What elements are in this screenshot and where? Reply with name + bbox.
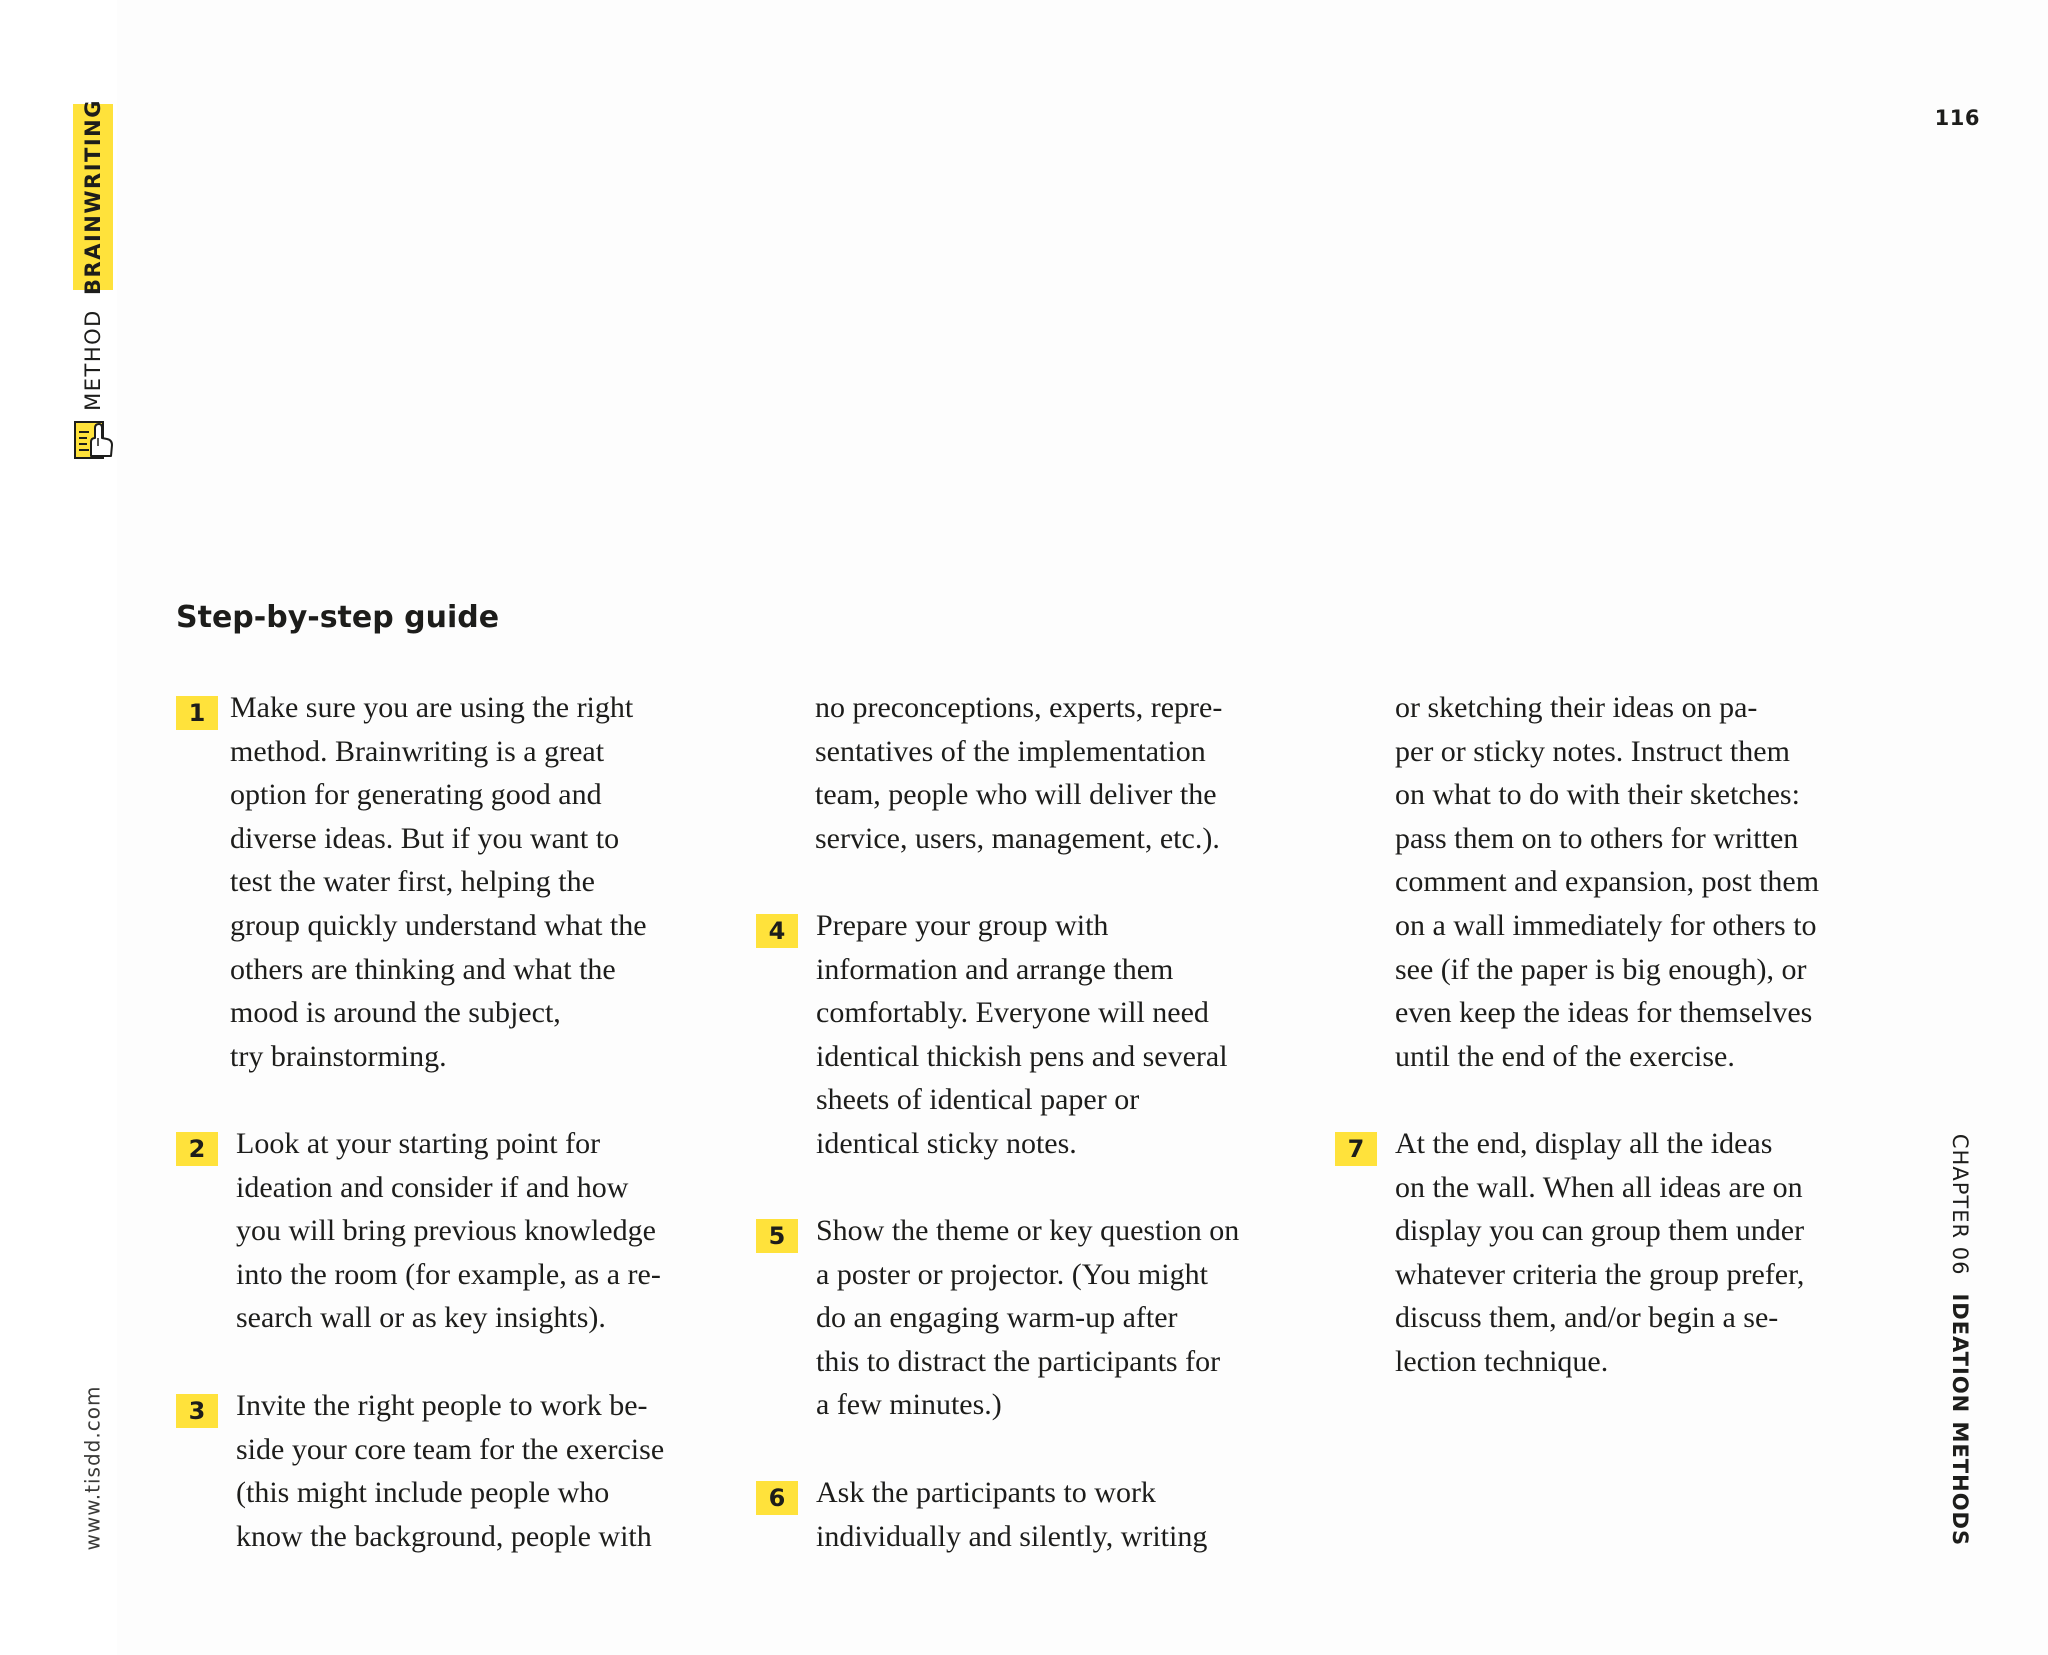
step-text-line: individually and silently, writing [816,1519,1208,1553]
step-text-line: comfortably. Everyone will need [816,996,1209,1030]
step-text [816,1471,1316,1558]
step-text-line: Show the theme or key question on [816,1214,1240,1247]
step-text-continuation [815,686,1315,860]
method-label: METHOD [81,309,105,411]
step-text-line: comment and expansion, post them [1395,865,1820,899]
step-text-line: (this might include people who [236,1476,610,1510]
step-text-line: you will bring previous knowledge [236,1214,656,1248]
step-number-badge: 6 [756,1481,798,1515]
step-text-line: information and arrange them [816,952,1174,986]
step-text-line: or sketching their ideas on pa- [1395,691,1758,724]
step-text-line: lection technique. [1395,1344,1609,1378]
step-text-line: search wall or as key insights). [236,1301,606,1335]
method-label-tab [72,308,114,412]
step-text-line: pass them on to others for written [1395,821,1799,855]
chapter-label [1940,1130,1980,1550]
step-text-line: into the room (for example, as a re- [236,1257,661,1291]
step-text [1395,1122,1895,1384]
step-text-line: whatever criteria the group prefer, [1395,1257,1805,1291]
step-text-line: team, people who will deliver the [815,778,1217,812]
step-text-line: test the water first, helping the [230,865,595,899]
step-text-line: option for generating good and [230,778,602,812]
step-text-line: try brainstorming. [230,1039,447,1073]
step-text-line: see (if the paper is big enough), or [1395,952,1807,986]
site-url-text: www.tisdd.com [80,1385,104,1550]
step-text-line: on what to do with their sketches: [1395,778,1800,812]
step-text-line: no preconceptions, experts, repre- [815,691,1223,724]
step-text-line: per or sticky notes. Instruct them [1395,734,1790,768]
step-number-badge: 5 [756,1219,798,1253]
site-url [74,1385,110,1550]
step-text-line: ideation and consider if and how [236,1170,629,1204]
page-number: 116 [1934,106,1980,130]
step-text-line: Ask the participants to work [816,1476,1156,1509]
step-text [816,904,1316,1166]
step-number-badge: 4 [756,914,798,948]
step-text-line: this to distract the participants for [816,1344,1221,1378]
step-number-badge: 1 [176,696,218,730]
step-text-line: At the end, display all the ideas [1395,1127,1773,1160]
step-text-line: identical thickish pens and several [816,1039,1228,1073]
hand-writing-icon [74,418,114,460]
step-text-line: a few minutes.) [816,1388,1002,1422]
step-text-line: service, users, management, etc.). [815,821,1220,855]
step-text-line: side your core team for the exercise [236,1432,665,1466]
step-text-line: on a wall immediately for others to [1395,908,1817,942]
step-text-line: mood is around the subject, [230,996,561,1030]
step-text-line: identical sticky notes. [816,1126,1077,1160]
step-text-line: others are thinking and what the [230,952,616,986]
chapter-number: CHAPTER 06 [1948,1133,1972,1276]
step-text-line: group quickly understand what the [230,908,647,942]
step-text-line: sentatives of the implementation [815,734,1206,768]
step-text-continuation [1395,686,1895,1078]
step-text-line: sheets of identical paper or [816,1083,1140,1117]
step-text-line: even keep the ideas for themselves [1395,996,1813,1030]
step-number-badge: 2 [176,1132,218,1166]
step-text-line: Invite the right people to work be- [236,1389,648,1422]
step-text-line: a poster or projector. (You might [816,1257,1208,1291]
method-name-tab [73,99,113,295]
step-text-line: on the wall. When all ideas are on [1395,1170,1803,1204]
step-text-line: Make sure you are using the right [230,691,634,724]
step-text-line: display you can group them under [1395,1214,1805,1248]
step-text-line: do an engaging warm-up after [816,1301,1178,1335]
step-number-badge: 7 [1335,1132,1377,1166]
step-text-line: know the background, people with [236,1519,652,1553]
chapter-label-text [1948,1134,1972,1546]
method-name: BRAINWRITING [81,99,106,295]
step-text-line: method. Brainwriting is a great [230,734,605,768]
step-text-line: Prepare your group with [816,909,1109,942]
step-text [816,1209,1316,1427]
step-text-line: discuss them, and/or begin a se- [1395,1301,1779,1335]
step-text [236,1384,736,1558]
step-text [236,1122,736,1340]
step-text-line: diverse ideas. But if you want to [230,821,620,855]
step-text [230,686,730,1078]
section-heading: Step-by-step guide [176,600,500,635]
step-text-line: until the end of the exercise. [1395,1039,1735,1073]
chapter-name: IDEATION METHODS [1948,1293,1972,1547]
step-number-badge: 3 [176,1394,218,1428]
step-text-line: Look at your starting point for [236,1127,601,1160]
